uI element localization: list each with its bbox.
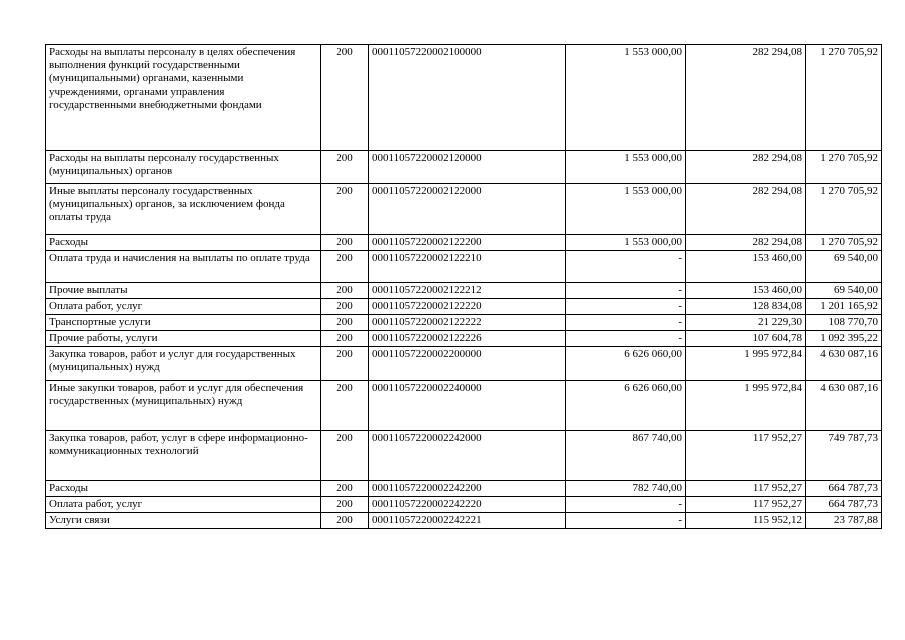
row-executed: 115 952,12 (686, 513, 806, 529)
row-code: 200 (321, 331, 369, 347)
row-code: 200 (321, 184, 369, 235)
row-name: Услуги связи (46, 513, 321, 529)
row-remaining: 23 787,88 (806, 513, 882, 529)
row-approved: - (566, 299, 686, 315)
row-name: Прочие работы, услуги (46, 331, 321, 347)
row-approved: - (566, 251, 686, 283)
table-row (46, 331, 882, 347)
row-code: 200 (321, 481, 369, 497)
table-row (46, 431, 882, 481)
table-row (46, 184, 882, 235)
row-executed: 282 294,08 (686, 151, 806, 184)
table-row (46, 251, 882, 283)
row-remaining: 1 201 165,92 (806, 299, 882, 315)
row-approved: - (566, 315, 686, 331)
row-code: 200 (321, 151, 369, 184)
table-row (46, 151, 882, 184)
row-name: Закупка товаров, работ и услуг для государственных (муниципальных) нужд (46, 347, 321, 381)
row-code: 200 (321, 497, 369, 513)
row-kbk: 00011057220002242000 (369, 431, 566, 481)
row-code: 200 (321, 45, 369, 151)
table-row (46, 381, 882, 431)
row-code: 200 (321, 381, 369, 431)
row-kbk: 00011057220002242220 (369, 497, 566, 513)
row-kbk: 00011057220002122222 (369, 315, 566, 331)
row-remaining: 108 770,70 (806, 315, 882, 331)
row-code: 200 (321, 283, 369, 299)
table-row (46, 299, 882, 315)
row-executed: 1 995 972,84 (686, 381, 806, 431)
row-kbk: 00011057220002122200 (369, 235, 566, 251)
budget-execution-table (45, 44, 882, 529)
row-remaining: 4 630 087,16 (806, 347, 882, 381)
table-row (46, 513, 882, 529)
row-executed: 117 952,27 (686, 497, 806, 513)
row-name: Закупка товаров, работ, услуг в сфере информационно-коммуникационных технологий (46, 431, 321, 481)
row-remaining: 749 787,73 (806, 431, 882, 481)
row-remaining: 1 270 705,92 (806, 184, 882, 235)
row-executed: 117 952,27 (686, 431, 806, 481)
row-executed: 117 952,27 (686, 481, 806, 497)
row-remaining: 1 270 705,92 (806, 45, 882, 151)
row-kbk: 00011057220002240000 (369, 381, 566, 431)
row-approved: - (566, 513, 686, 529)
row-executed: 153 460,00 (686, 283, 806, 299)
row-kbk: 00011057220002122000 (369, 184, 566, 235)
row-approved: 782 740,00 (566, 481, 686, 497)
row-kbk: 00011057220002122210 (369, 251, 566, 283)
row-kbk: 00011057220002242221 (369, 513, 566, 529)
row-remaining: 69 540,00 (806, 283, 882, 299)
row-name: Расходы (46, 235, 321, 251)
table-row (46, 283, 882, 299)
row-approved: 867 740,00 (566, 431, 686, 481)
table-row (46, 235, 882, 251)
row-name: Расходы на выплаты персоналу государственных (муниципальных) органов (46, 151, 321, 184)
row-code: 200 (321, 235, 369, 251)
row-approved: 6 626 060,00 (566, 381, 686, 431)
row-executed: 282 294,08 (686, 235, 806, 251)
row-approved: 6 626 060,00 (566, 347, 686, 381)
row-executed: 153 460,00 (686, 251, 806, 283)
row-kbk: 00011057220002100000 (369, 45, 566, 151)
table-row (46, 481, 882, 497)
row-executed: 282 294,08 (686, 45, 806, 151)
row-approved: - (566, 283, 686, 299)
row-kbk: 00011057220002242200 (369, 481, 566, 497)
row-remaining: 664 787,73 (806, 497, 882, 513)
row-code: 200 (321, 347, 369, 381)
row-executed: 1 995 972,84 (686, 347, 806, 381)
table-row (46, 497, 882, 513)
row-kbk: 00011057220002200000 (369, 347, 566, 381)
row-approved: 1 553 000,00 (566, 235, 686, 251)
row-name: Прочие выплаты (46, 283, 321, 299)
table-row (46, 347, 882, 381)
row-kbk: 00011057220002122226 (369, 331, 566, 347)
row-executed: 21 229,30 (686, 315, 806, 331)
row-remaining: 4 630 087,16 (806, 381, 882, 431)
row-name: Оплата работ, услуг (46, 497, 321, 513)
table-body (46, 45, 882, 529)
table-row (46, 45, 882, 151)
row-name: Оплата труда и начисления на выплаты по оплате труда (46, 251, 321, 283)
row-kbk: 00011057220002120000 (369, 151, 566, 184)
row-approved: - (566, 331, 686, 347)
row-executed: 282 294,08 (686, 184, 806, 235)
row-remaining: 1 092 395,22 (806, 331, 882, 347)
row-approved: 1 553 000,00 (566, 184, 686, 235)
row-approved: - (566, 497, 686, 513)
row-kbk: 00011057220002122220 (369, 299, 566, 315)
row-code: 200 (321, 299, 369, 315)
row-approved: 1 553 000,00 (566, 151, 686, 184)
row-name: Иные выплаты персоналу государственных (муниципальных) органов, за исключением фонда оплаты труда (46, 184, 321, 235)
row-remaining: 1 270 705,92 (806, 235, 882, 251)
row-name: Расходы на выплаты персоналу в целях обеспечения выполнения функций государственными (муниципальными) органами, казенными учреждениями, органами управления государственными внебюджетными фондами (46, 45, 321, 151)
row-code: 200 (321, 251, 369, 283)
row-code: 200 (321, 513, 369, 529)
row-name: Транспортные услуги (46, 315, 321, 331)
row-executed: 107 604,78 (686, 331, 806, 347)
row-executed: 128 834,08 (686, 299, 806, 315)
row-code: 200 (321, 431, 369, 481)
row-approved: 1 553 000,00 (566, 45, 686, 151)
row-code: 200 (321, 315, 369, 331)
row-remaining: 1 270 705,92 (806, 151, 882, 184)
row-kbk: 00011057220002122212 (369, 283, 566, 299)
row-name: Расходы (46, 481, 321, 497)
row-remaining: 664 787,73 (806, 481, 882, 497)
row-name: Оплата работ, услуг (46, 299, 321, 315)
row-remaining: 69 540,00 (806, 251, 882, 283)
row-name: Иные закупки товаров, работ и услуг для обеспечения государственных (муниципальных) нужд (46, 381, 321, 431)
table-row (46, 315, 882, 331)
